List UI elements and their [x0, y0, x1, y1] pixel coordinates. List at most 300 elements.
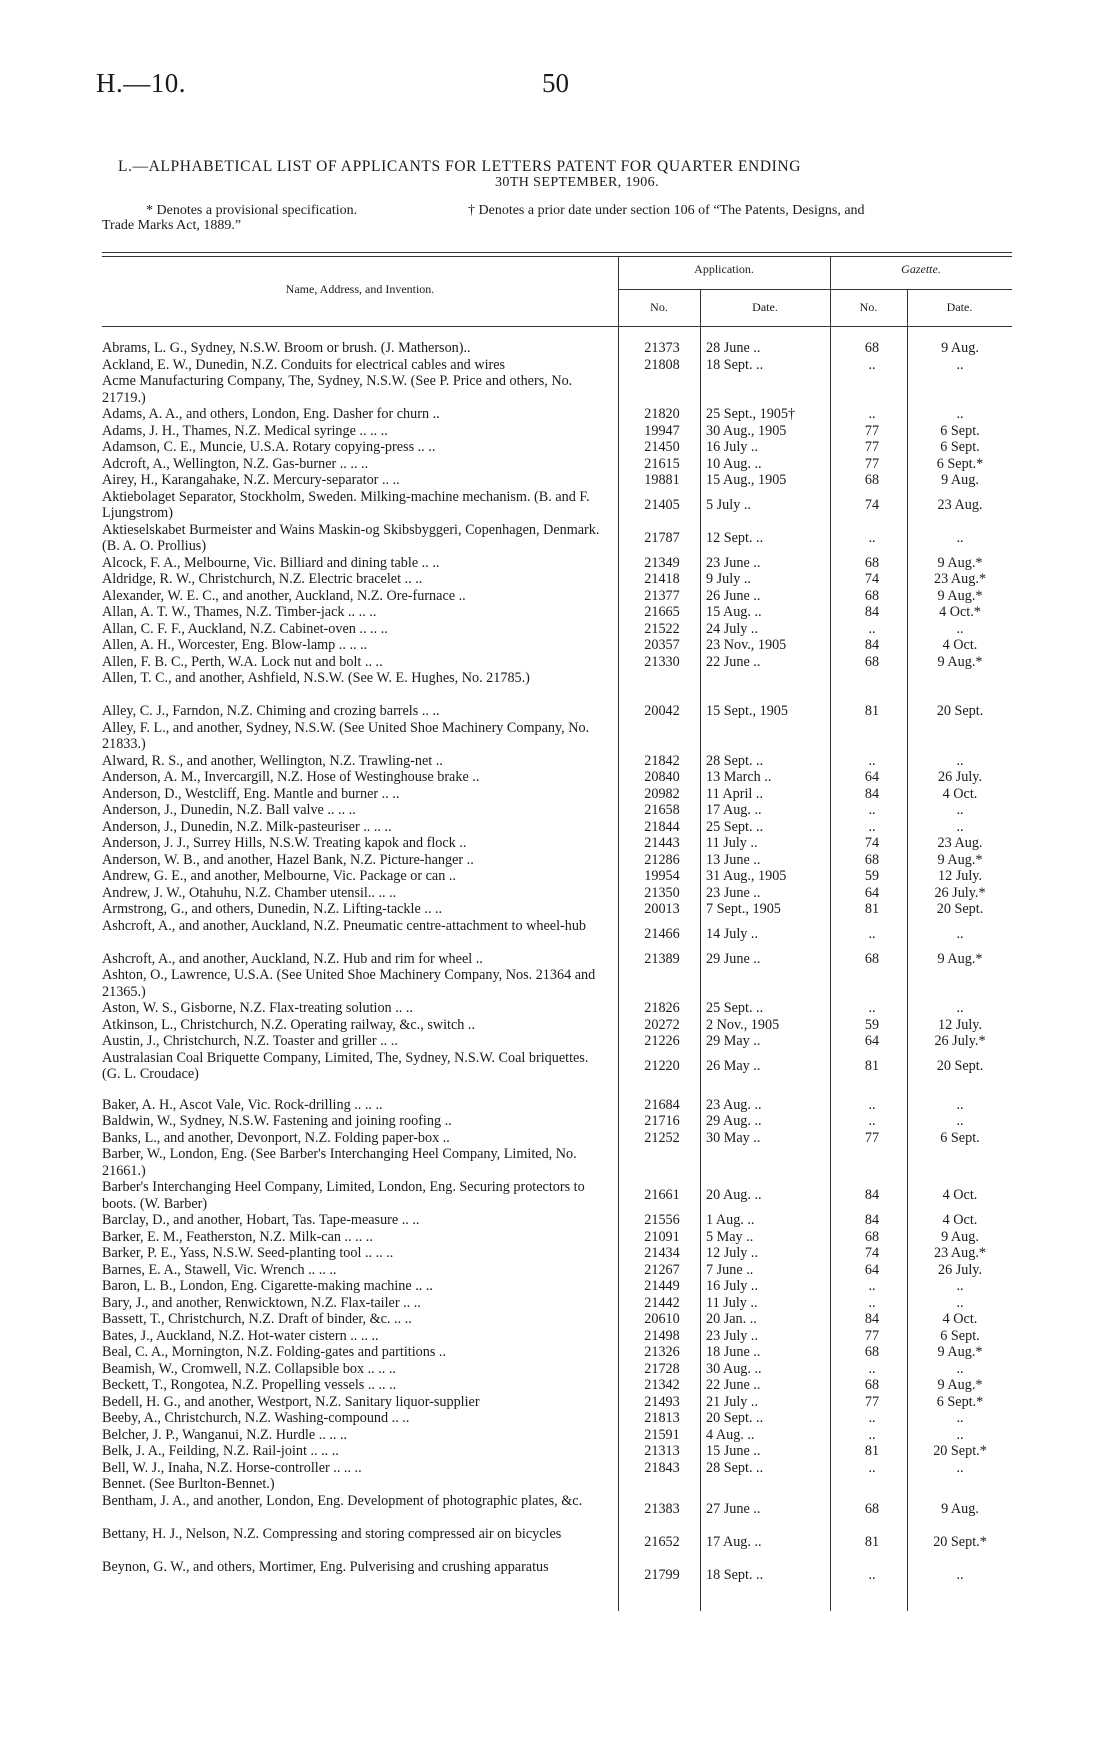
gazette-number: 68: [864, 851, 880, 868]
gazette-date: 20 Sept.: [936, 901, 984, 917]
application-number: 21313: [644, 1443, 680, 1459]
application-number: 21342: [644, 1377, 680, 1393]
gazette-number: ..: [868, 1566, 876, 1583]
application-date: 21 July ..: [706, 1393, 759, 1410]
gazette-number: 77: [864, 1129, 880, 1146]
applicant-name-address-invention: Banks, L., and another, Devonport, N.Z. Folding paper-box ..: [102, 1129, 450, 1146]
column-header-app-date: Date.: [752, 300, 778, 314]
gazette-date: 6 Sept.: [940, 422, 980, 439]
application-number: 20042: [644, 703, 680, 719]
gazette-number: 84: [864, 785, 880, 802]
column-header-gaz-no: No.: [859, 300, 878, 314]
applicant-name-address-invention: Anderson, D., Westcliff, Eng. Mantle and burner .. ..: [102, 785, 400, 802]
gazette-number: 81: [864, 1057, 880, 1074]
table-row: [0, 802, 1114, 819]
application-date: 14 July ..: [706, 925, 759, 942]
applicant-name-address-invention: Baker, A. H., Ascot Vale, Vic. Rock-drilling .. .. ..: [102, 1096, 383, 1113]
application-number: 21813: [644, 1410, 680, 1426]
gazette-date: 23 Aug.: [937, 835, 983, 851]
applicant-name-address-invention: Baron, L. B., London, Eng. Cigarette-making machine .. ..: [102, 1278, 433, 1294]
list-title-date: 30TH SEPTEMBER, 1906.: [495, 175, 659, 190]
application-date: 20 Aug. ..: [706, 1187, 762, 1204]
application-number: 21443: [644, 835, 680, 851]
application-number: 21350: [644, 884, 680, 901]
table-row: [0, 340, 1114, 357]
application-date: 15 June ..: [706, 1443, 761, 1459]
application-number: 21418: [644, 571, 680, 587]
applicant-name-address-invention: Aldridge, R. W., Christchurch, N.Z. Electric bracelet .. ..: [102, 571, 423, 587]
application-date: 27 June ..: [706, 1500, 761, 1517]
application-date: 25 Sept. ..: [706, 1000, 764, 1016]
application-number: 21383: [644, 1500, 680, 1517]
applicant-name-address-invention: Bates, J., Auckland, N.Z. Hot-water cistern .. .. ..: [102, 1327, 379, 1344]
applicant-name-address-invention: Anderson, J., Dunedin, N.Z. Milk-pasteuriser .. .. ..: [102, 818, 392, 835]
gazette-number: 74: [864, 835, 880, 851]
gazette-number: 74: [864, 571, 880, 587]
gazette-number: 64: [864, 884, 880, 901]
application-date: 10 Aug. ..: [706, 455, 762, 472]
table-row: [0, 489, 1114, 522]
application-number: 21434: [644, 1245, 680, 1261]
table-row: [0, 951, 1114, 968]
application-number: 21286: [644, 851, 680, 868]
gazette-date: 26 July.*: [934, 1033, 986, 1049]
gazette-date: 9 Aug.: [941, 472, 979, 488]
gazette-date: 4 Oct.: [942, 785, 978, 802]
table-row: [0, 1278, 1114, 1295]
table-row: [0, 1311, 1114, 1328]
table-top-rule-double: [102, 256, 1012, 257]
application-date: 5 May ..: [706, 1228, 754, 1245]
note-prior-date: † Denotes a prior date under section 106 of “The Patents, Designs, and: [468, 203, 865, 218]
table-row: [0, 1179, 1114, 1212]
application-date: 20 Sept. ..: [706, 1410, 764, 1426]
applicant-name-address-invention: Alcock, F. A., Melbourne, Vic. Billiard and dining table .. ..: [102, 554, 440, 571]
gazette-date: 9 Aug.*: [937, 587, 983, 604]
table-row: [0, 555, 1114, 572]
table-row: [0, 1361, 1114, 1378]
gazette-number: ..: [868, 1278, 876, 1294]
application-date: 18 Sept. ..: [706, 1566, 764, 1583]
gazette-date: ..: [956, 1566, 964, 1583]
applicant-name-address-invention: Barber, W., London, Eng. (See Barber's Interchanging Heel Company, Limited, No. 21661.): [102, 1146, 577, 1179]
applicant-name-address-invention: Barclay, D., and another, Hobart, Tas. Tape-measure .. ..: [102, 1212, 420, 1228]
note-provisional: * Denotes a provisional specification.: [146, 203, 358, 218]
table-row: [0, 1050, 1114, 1083]
application-date: 16 July ..: [706, 1278, 759, 1294]
application-date: 7 June ..: [706, 1261, 754, 1278]
gazette-number: ..: [868, 1096, 876, 1113]
gazette-date: 9 Aug.*: [937, 554, 983, 571]
table-row: [0, 1377, 1114, 1394]
gazette-date: ..: [956, 1410, 964, 1426]
application-number: 21716: [644, 1113, 680, 1129]
gazette-date: 4 Oct.: [942, 1311, 978, 1327]
application-date: 11 July ..: [706, 1294, 758, 1311]
application-date: 28 Sept. ..: [706, 752, 764, 769]
application-number: 21442: [644, 1294, 680, 1311]
application-date: 16 July ..: [706, 439, 759, 455]
application-number: 21843: [644, 1459, 680, 1476]
gazette-number: 59: [864, 1016, 880, 1033]
application-number: 21665: [644, 604, 680, 620]
table-row: [0, 1017, 1114, 1034]
application-number: 19947: [644, 422, 680, 439]
applicant-name-address-invention: Abrams, L. G., Sydney, N.S.W. Broom or brush. (J. Matherson)..: [102, 340, 471, 356]
table-row: [0, 439, 1114, 456]
table-row: [0, 571, 1114, 588]
applicants-table: [0, 340, 1114, 1592]
gazette-date: ..: [956, 620, 964, 637]
gazette-date: ..: [956, 1278, 964, 1294]
application-date: 31 Aug., 1905: [706, 868, 787, 884]
gazette-date: 26 July.: [937, 769, 982, 785]
table-top-rule: [102, 252, 1012, 253]
column-header-application: Application.: [694, 262, 754, 276]
applicant-name-address-invention: Bedell, H. G., and another, Westport, N.Z. Sanitary liquor-supplier: [102, 1393, 480, 1410]
gazette-date: 20 Sept.: [936, 703, 984, 719]
applicant-name-address-invention: Acme Manufacturing Company, The, Sydney, N.S.W. (See P. Price and others, No. 21719.): [102, 373, 573, 406]
applicant-name-address-invention: Ashcroft, A., and another, Auckland, N.Z. Pneumatic centre-attachment to wheel-hub: [102, 917, 587, 934]
applicant-name-address-invention: Bentham, J. A., and another, London, Eng. Development of photographic plates, &c.: [102, 1492, 583, 1509]
table-row: [0, 1328, 1114, 1345]
applicant-name-address-invention: Anderson, J. J., Surrey Hills, N.S.W. Treating kapok and flock ..: [102, 835, 467, 851]
application-number: 21373: [644, 340, 680, 356]
application-date: 28 June ..: [706, 340, 761, 356]
application-date: 11 July ..: [706, 835, 758, 851]
application-number: 20610: [644, 1311, 680, 1327]
applicant-name-address-invention: Ashton, O., Lawrence, U.S.A. (See United Shoe Machinery Company, Nos. 21364 and 21365.): [102, 967, 596, 1000]
application-date: 25 Sept., 1905†: [706, 406, 796, 422]
application-number: 21658: [644, 802, 680, 818]
application-number: 21652: [644, 1533, 680, 1550]
application-number: 21591: [644, 1426, 680, 1443]
application-number: 19954: [644, 868, 680, 884]
application-date: 24 July ..: [706, 620, 759, 637]
gazette-number: 68: [864, 1344, 880, 1360]
gazette-number: ..: [868, 1459, 876, 1476]
gazette-number: 64: [864, 1033, 880, 1049]
application-date: 11 April ..: [706, 785, 764, 802]
application-date: 17 Aug. ..: [706, 802, 762, 818]
applicant-name-address-invention: Anderson, J., Dunedin, N.Z. Ball valve .. .. ..: [102, 802, 356, 818]
application-date: 23 June ..: [706, 554, 761, 571]
gazette-number: 74: [864, 1245, 880, 1261]
table-row: [0, 1410, 1114, 1427]
table-row: [0, 769, 1114, 786]
applicant-name-address-invention: Austin, J., Christchurch, N.Z. Toaster and griller .. ..: [102, 1033, 398, 1049]
table-row: [0, 753, 1114, 770]
application-number: 20357: [644, 637, 680, 653]
table-row: [0, 1493, 1114, 1526]
table-row: [0, 588, 1114, 605]
applicant-name-address-invention: Adamson, C. E., Muncie, U.S.A. Rotary copying-press .. ..: [102, 439, 436, 455]
application-date: 13 June ..: [706, 851, 761, 868]
note-prior-date-continued: Trade Marks Act, 1889.”: [102, 218, 242, 233]
application-date: 20 Jan. ..: [706, 1311, 757, 1327]
table-row: [0, 1212, 1114, 1229]
gazette-number: 68: [864, 1228, 880, 1245]
table-row: [0, 720, 1114, 753]
application-number: 21826: [644, 1000, 680, 1016]
gazette-date: 20 Sept.: [936, 1057, 984, 1074]
gazette-date: ..: [956, 752, 964, 769]
application-date: 30 May ..: [706, 1129, 761, 1146]
gazette-number: 77: [864, 439, 880, 455]
header-sub-rule: [618, 289, 1012, 290]
gazette-number: 68: [864, 587, 880, 604]
gazette-date: 9 Aug.*: [937, 851, 983, 868]
gazette-date: 23 Aug.*: [933, 571, 987, 587]
table-row: [0, 1113, 1114, 1130]
application-number: 21326: [644, 1344, 680, 1360]
table-row: [0, 1146, 1114, 1179]
application-number: 21091: [644, 1228, 680, 1245]
gazette-date: 26 July.*: [934, 884, 986, 901]
applicant-name-address-invention: Barber's Interchanging Heel Company, Limited, London, Eng. Securing protectors to boots. (W. Barber): [102, 1179, 585, 1212]
gazette-number: 77: [864, 1393, 880, 1410]
table-row: [0, 868, 1114, 885]
table-row: [0, 1344, 1114, 1361]
application-date: 1 Aug. ..: [706, 1212, 755, 1228]
gazette-number: 84: [864, 1311, 880, 1327]
table-row: [0, 1460, 1114, 1477]
gazette-number: 77: [864, 1327, 880, 1344]
application-date: 26 May ..: [706, 1057, 761, 1074]
applicant-name-address-invention: Bennet. (See Burlton-Bennet.): [102, 1476, 275, 1492]
application-date: 2 Nov., 1905: [706, 1016, 780, 1033]
gazette-date: 9 Aug.*: [937, 1377, 983, 1393]
application-number: 21220: [644, 1057, 680, 1074]
applicant-name-address-invention: Airey, H., Karangahake, N.Z. Mercury-separator .. ..: [102, 472, 400, 488]
gazette-date: 9 Aug.*: [937, 653, 983, 670]
applicant-name-address-invention: Bary, J., and another, Renwicktown, N.Z. Flax-tailer .. ..: [102, 1294, 421, 1311]
table-row: [0, 423, 1114, 440]
application-date: 15 Aug. ..: [706, 604, 762, 620]
table-row: [0, 1394, 1114, 1411]
gazette-date: 6 Sept.*: [936, 455, 984, 472]
application-number: 19881: [644, 472, 680, 488]
gazette-date: 20 Sept.*: [933, 1533, 987, 1550]
column-header-name: Name, Address, and Invention.: [285, 282, 435, 296]
gazette-number: 68: [864, 653, 880, 670]
gazette-number: 81: [864, 703, 880, 719]
table-row: [0, 373, 1114, 406]
application-date: 9 July ..: [706, 571, 751, 587]
gazette-date: 9 Aug.*: [937, 950, 983, 967]
application-number: 21466: [644, 925, 680, 942]
gazette-number: ..: [868, 925, 876, 942]
table-row: [0, 835, 1114, 852]
application-date: 15 Sept., 1905: [706, 703, 788, 719]
applicant-name-address-invention: Ackland, E. W., Dunedin, N.Z. Conduits for electrical cables and wires: [102, 356, 506, 373]
gazette-number: ..: [868, 1410, 876, 1426]
application-number: 21252: [644, 1129, 680, 1146]
table-row: [0, 852, 1114, 869]
applicant-name-address-invention: Australasian Coal Briquette Company, Limited, The, Sydney, N.S.W. Coal briquettes. (G. L. Croudace): [102, 1049, 589, 1082]
application-date: 23 July ..: [706, 1327, 759, 1344]
gazette-date: 12 July.: [937, 1016, 982, 1033]
application-number: 21226: [644, 1033, 680, 1049]
table-row: [0, 604, 1114, 621]
applicant-name-address-invention: Alley, C. J., Farndon, N.Z. Chiming and crozing barrels .. ..: [102, 703, 440, 719]
applicant-name-address-invention: Anderson, W. B., and another, Hazel Bank, N.Z. Picture-hanger ..: [102, 851, 474, 868]
table-row: [0, 1526, 1114, 1559]
application-number: 20840: [644, 769, 680, 785]
application-date: 12 July ..: [706, 1245, 759, 1261]
application-date: 22 June ..: [706, 653, 761, 670]
gazette-date: ..: [956, 406, 964, 422]
application-number: 21842: [644, 752, 680, 769]
gazette-date: ..: [956, 356, 964, 373]
applicant-name-address-invention: Alley, F. L., and another, Sydney, N.S.W. (See United Shoe Machinery Company, No. 21833.): [102, 719, 590, 752]
gazette-date: 9 Aug.: [941, 1500, 979, 1517]
applicant-name-address-invention: Aktieselskabet Burmeister and Wains Maskin-og Skibsbyggeri, Copenhagen, Denmark. (B. A. O. Prollius): [102, 521, 600, 554]
application-date: 29 June ..: [706, 950, 761, 967]
table-row: [0, 1033, 1114, 1050]
gazette-date: 6 Sept.*: [936, 1393, 984, 1410]
table-row: [0, 885, 1114, 902]
application-number: 21377: [644, 587, 680, 604]
application-date: 30 Aug., 1905: [706, 422, 787, 439]
gazette-date: ..: [956, 529, 964, 546]
application-date: 25 Sept. ..: [706, 818, 764, 835]
application-date: 26 June ..: [706, 587, 761, 604]
document-reference: H.—10.: [96, 68, 186, 98]
applicant-name-address-invention: Beckett, T., Rongotea, N.Z. Propelling vessels .. .. ..: [102, 1377, 397, 1393]
applicant-name-address-invention: Baldwin, W., Sydney, N.S.W. Fastening and joining roofing ..: [102, 1113, 452, 1129]
table-row: [0, 472, 1114, 489]
application-date: 17 Aug. ..: [706, 1533, 762, 1550]
gazette-number: ..: [868, 752, 876, 769]
table-row: [0, 918, 1114, 951]
application-number: 21389: [644, 950, 680, 967]
application-number: 21684: [644, 1096, 680, 1113]
gazette-number: 84: [864, 637, 880, 653]
gazette-number: 68: [864, 950, 880, 967]
application-date: 23 June ..: [706, 884, 761, 901]
table-row: [0, 654, 1114, 671]
gazette-date: ..: [956, 1113, 964, 1129]
application-number: 21615: [644, 455, 680, 472]
table-row: [0, 1443, 1114, 1460]
applicant-name-address-invention: Allen, T. C., and another, Ashfield, N.S.W. (See W. E. Hughes, No. 21785.): [102, 670, 530, 686]
table-row: [0, 967, 1114, 1000]
applicant-name-address-invention: Andrew, G. E., and another, Melbourne, Vic. Package or can ..: [102, 868, 456, 884]
applicant-name-address-invention: Barnes, E. A., Stawell, Vic. Wrench .. .. ..: [102, 1261, 337, 1278]
application-number: 20013: [644, 901, 680, 917]
gazette-date: 4 Oct.: [942, 637, 978, 653]
application-number: 21330: [644, 653, 680, 670]
applicant-name-address-invention: Beeby, A., Christchurch, N.Z. Washing-compound .. ..: [102, 1410, 410, 1426]
table-row: [0, 621, 1114, 638]
gazette-number: 74: [864, 496, 880, 513]
column-header-gazette: Gazette.: [901, 262, 941, 276]
gazette-date: ..: [956, 1294, 964, 1311]
gazette-date: ..: [956, 1096, 964, 1113]
gazette-number: ..: [868, 529, 876, 546]
application-date: 12 Sept. ..: [706, 529, 764, 546]
gazette-date: ..: [956, 1459, 964, 1476]
application-date: 30 Aug. ..: [706, 1360, 762, 1377]
gazette-date: 26 July.: [937, 1261, 982, 1278]
gazette-date: ..: [956, 1426, 964, 1443]
application-number: 21808: [644, 356, 680, 373]
application-number: 21556: [644, 1212, 680, 1228]
application-number: 21405: [644, 496, 680, 513]
applicant-name-address-invention: Beamish, W., Cromwell, N.Z. Collapsible box .. .. ..: [102, 1360, 396, 1377]
applicant-name-address-invention: Adcroft, A., Wellington, N.Z. Gas-burner .. .. ..: [102, 455, 369, 472]
gazette-number: ..: [868, 1000, 876, 1016]
table-row: [0, 637, 1114, 654]
table-row: [0, 357, 1114, 374]
application-number: 21449: [644, 1278, 680, 1294]
gazette-number: ..: [868, 802, 876, 818]
applicant-name-address-invention: Anderson, A. M., Invercargill, N.Z. Hose of Westinghouse brake ..: [102, 769, 480, 785]
gazette-number: ..: [868, 1426, 876, 1443]
table-row: [0, 522, 1114, 555]
table-row: [0, 1130, 1114, 1147]
gazette-number: 84: [864, 604, 880, 620]
applicant-name-address-invention: Aston, W. S., Gisborne, N.Z. Flax-treating solution .. ..: [102, 1000, 413, 1016]
gazette-number: 68: [864, 1377, 880, 1393]
application-date: 29 May ..: [706, 1033, 761, 1049]
application-date: 18 June ..: [706, 1344, 761, 1360]
applicant-name-address-invention: Alexander, W. E. C., and another, Auckland, N.Z. Ore-furnace ..: [102, 587, 466, 604]
application-date: 29 Aug. ..: [706, 1113, 762, 1129]
gazette-date: ..: [956, 925, 964, 942]
gazette-date: 9 Aug.*: [937, 1344, 983, 1360]
table-row: [0, 1427, 1114, 1444]
gazette-number: ..: [868, 1294, 876, 1311]
application-date: 23 Nov., 1905: [706, 637, 787, 653]
column-header-app-no: No.: [650, 300, 668, 314]
gazette-number: 59: [864, 868, 880, 884]
application-date: 7 Sept., 1905: [706, 901, 781, 917]
gazette-date: 23 Aug.*: [933, 1245, 987, 1261]
table-row: [0, 1295, 1114, 1312]
applicant-name-address-invention: Barker, P. E., Yass, N.S.W. Seed-planting tool .. .. ..: [102, 1245, 394, 1261]
application-date: 5 July ..: [706, 496, 751, 513]
application-number: 21493: [644, 1393, 680, 1410]
gazette-date: 6 Sept.: [940, 439, 980, 455]
gazette-date: 20 Sept.*: [933, 1443, 987, 1459]
applicant-name-address-invention: Bassett, T., Christchurch, N.Z. Draft of binder, &c. .. ..: [102, 1311, 412, 1327]
applicant-name-address-invention: Atkinson, L., Christchurch, N.Z. Operating railway, &c., switch ..: [102, 1016, 476, 1033]
gazette-number: 81: [864, 1533, 880, 1550]
application-date: 15 Aug., 1905: [706, 472, 787, 488]
table-row: [0, 1559, 1114, 1592]
gazette-number: 77: [864, 422, 880, 439]
application-date: 22 June ..: [706, 1377, 761, 1393]
application-number: 21450: [644, 439, 680, 455]
table-row: [0, 670, 1114, 703]
gazette-number: ..: [868, 1360, 876, 1377]
applicant-name-address-invention: Aktiebolaget Separator, Stockholm, Sweden. Milking-machine mechanism. (B. and F. Ljungstrom): [102, 488, 590, 521]
gazette-date: 23 Aug.: [937, 496, 983, 513]
applicant-name-address-invention: Belk, J. A., Feilding, N.Z. Rail-joint .. .. ..: [102, 1443, 339, 1459]
application-number: 21267: [644, 1261, 680, 1278]
application-number: 21522: [644, 620, 680, 637]
applicant-name-address-invention: Bell, W. J., Inaha, N.Z. Horse-controller .. .. ..: [102, 1459, 362, 1476]
gazette-date: 4 Oct.: [942, 1212, 978, 1228]
applicant-name-address-invention: Bettany, H. J., Nelson, N.Z. Compressing and storing compressed air on bicycles: [102, 1525, 562, 1542]
application-number: 21820: [644, 406, 680, 422]
application-number: 21349: [644, 554, 680, 571]
applicant-name-address-invention: Allen, A. H., Worcester, Eng. Blow-lamp .. .. ..: [102, 637, 368, 653]
gazette-date: ..: [956, 818, 964, 835]
applicant-name-address-invention: Ashcroft, A., and another, Auckland, N.Z. Hub and rim for wheel ..: [102, 950, 483, 967]
